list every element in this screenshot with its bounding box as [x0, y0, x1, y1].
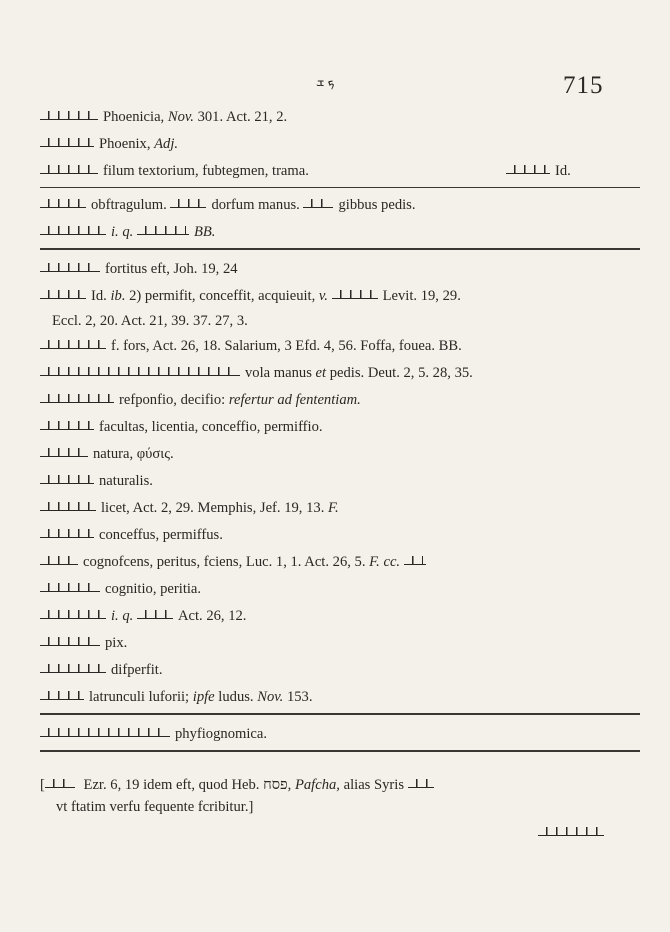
idem-text: Id. [555, 163, 571, 179]
syriac-word [408, 778, 434, 790]
entry-gloss-2: Act. 26, 12. [177, 608, 247, 624]
entry-gloss: fortitus eft, Joh. 19, 24 [105, 261, 238, 277]
syriac-word [303, 198, 333, 210]
entry-gloss: phyfiognomica. [175, 726, 268, 742]
syriac-word [40, 420, 94, 432]
entry-gloss: cognitio, peritia. [105, 581, 202, 597]
entry-line [40, 468, 640, 495]
dictionary-entries [40, 104, 640, 758]
entry-line [40, 657, 640, 684]
section-rule [40, 713, 640, 715]
section-rule [40, 248, 640, 250]
syriac-word [40, 447, 88, 459]
entry-italic: F. cc. [369, 554, 401, 570]
entry-gloss-cont: 301. Act. 21, 2. [193, 109, 288, 125]
syriac-catchword [538, 826, 604, 838]
entry-italic: refertur ad fententiam. [228, 392, 361, 408]
syriac-word [40, 528, 94, 540]
entry-gloss: naturalis. [99, 473, 153, 489]
entry-italic: v. [318, 288, 328, 304]
syriac-word [40, 339, 106, 351]
entry-italic: Nov. [167, 109, 194, 125]
entry-line [40, 219, 640, 246]
entry-line [40, 684, 640, 711]
entry-gloss-cont: ludus. [214, 689, 258, 705]
header-mark: ܟ ܫ [316, 74, 335, 89]
entry-gloss: vola manus [245, 365, 316, 381]
entry-italic: Nov. [257, 689, 284, 705]
syriac-word [40, 555, 78, 567]
entry-line [40, 522, 640, 549]
entry-gloss: latrunculi luforii; [89, 689, 193, 705]
entry-continuation: Eccl. 2, 20. Act. 21, 39. 37. 27, 3. [52, 313, 248, 329]
entry-gloss: Id. [91, 288, 111, 304]
bracketed-note: [ Ezr. 6, 19 idem eft, quod Heb. פסח, Pafcha, alias Syris vt ftatim verfu fequente fcribitur.] [40, 774, 630, 818]
catchword [538, 824, 609, 842]
entry-gloss: conceffus, permiffus. [99, 527, 223, 543]
syriac-word [40, 727, 170, 739]
entry-line [40, 495, 640, 522]
entry-gloss: filum textorium, fubtegmen, trama. [103, 163, 309, 179]
syriac-word [40, 609, 106, 621]
syriac-word [137, 609, 173, 621]
entry-line [40, 192, 640, 219]
entry-gloss: Phoenicia, [103, 109, 168, 125]
syriac-word [40, 582, 100, 594]
entry-line [40, 333, 640, 360]
page-number: 715 [563, 72, 604, 99]
hebrew-word: פסח [263, 777, 288, 793]
syriac-word [170, 198, 206, 210]
entry-gloss: facultas, licentia, conceffio, permiffio. [99, 419, 323, 435]
entry-gloss-2: 153. [283, 689, 313, 705]
entry-line [40, 414, 640, 441]
syriac-word [40, 110, 98, 122]
syriac-word [40, 225, 106, 237]
entry-line [40, 158, 640, 185]
syriac-word [40, 366, 240, 378]
entry-gloss: Phoenix, [99, 136, 155, 152]
syriac-word [40, 137, 94, 149]
syriac-word [45, 778, 75, 790]
syriac-word [40, 262, 100, 274]
syriac-word [40, 289, 86, 301]
entry-italic: i. q. [111, 608, 134, 624]
syriac-word [332, 289, 378, 301]
entry-gloss-3: gibbus pedis. [338, 197, 416, 213]
entry-gloss: refponfio, decifio: [119, 392, 229, 408]
entry-gloss-2: Levit. 19, 29. [382, 288, 461, 304]
note-text: Ezr. 6, 19 idem eft, quod Heb. [83, 777, 264, 793]
entry-italic: Adj. [154, 136, 179, 152]
entry-line [40, 576, 640, 603]
syriac-word [40, 474, 94, 486]
note-bracket: [ [40, 777, 45, 793]
entry-gloss-cont: 2) permifit, conceffit, acquieuit, [125, 288, 319, 304]
entry-gloss: natura, φύσις. [93, 446, 174, 462]
entry-gloss-2: dorfum manus. [211, 197, 304, 213]
entry-gloss: pix. [105, 635, 128, 651]
entry-gloss: obftragulum. [91, 197, 171, 213]
entry-line [40, 721, 640, 748]
entry-line [40, 104, 640, 131]
entry-italic: F. [328, 500, 339, 516]
syriac-word [40, 690, 84, 702]
entry-line [40, 283, 640, 310]
entry-line [40, 360, 640, 387]
entry-line [40, 256, 640, 283]
idem-entry [506, 158, 571, 185]
entry-italic: ib. [110, 288, 126, 304]
entry-italic: ipfe [192, 689, 215, 705]
syriac-word [137, 225, 189, 237]
note-line-2: vt ftatim verfu fequente fcribitur.] [56, 799, 254, 815]
entry-line [40, 603, 640, 630]
note-italic: Pafcha, [294, 777, 340, 793]
entry-gloss-cont: pedis. Deut. 2, 5. 28, 35. [326, 365, 473, 381]
syriac-word [40, 198, 86, 210]
section-rule [40, 750, 640, 752]
syriac-word [506, 164, 550, 176]
entry-gloss: f. fors, Act. 26, 18. Salarium, 3 Efd. 4, 56. Foffa, fouea. BB. [111, 338, 462, 354]
entry-italic: et [315, 365, 327, 381]
syriac-word [40, 164, 98, 176]
syriac-word [40, 501, 96, 513]
entry-line [40, 310, 640, 333]
syriac-word [40, 393, 114, 405]
entry-line [40, 630, 640, 657]
syriac-word [40, 663, 106, 675]
entry-gloss: difperfit. [111, 662, 163, 678]
syriac-word [404, 555, 426, 567]
entry-line [40, 131, 640, 158]
entry-gloss: cognofcens, peritus, fciens, Luc. 1, 1. Act. 26, 5. [83, 554, 370, 570]
entry-line [40, 441, 640, 468]
entry-italic: i. q. [111, 224, 134, 240]
entry-italic: BB. [193, 224, 216, 240]
note-text-end: alias Syris [339, 777, 405, 793]
entry-gloss: licet, Act. 2, 29. Memphis, Jef. 19, 13. [101, 500, 328, 516]
entry-line [40, 387, 640, 414]
syriac-word [40, 636, 100, 648]
entry-line [40, 549, 640, 576]
section-rule [40, 187, 640, 188]
